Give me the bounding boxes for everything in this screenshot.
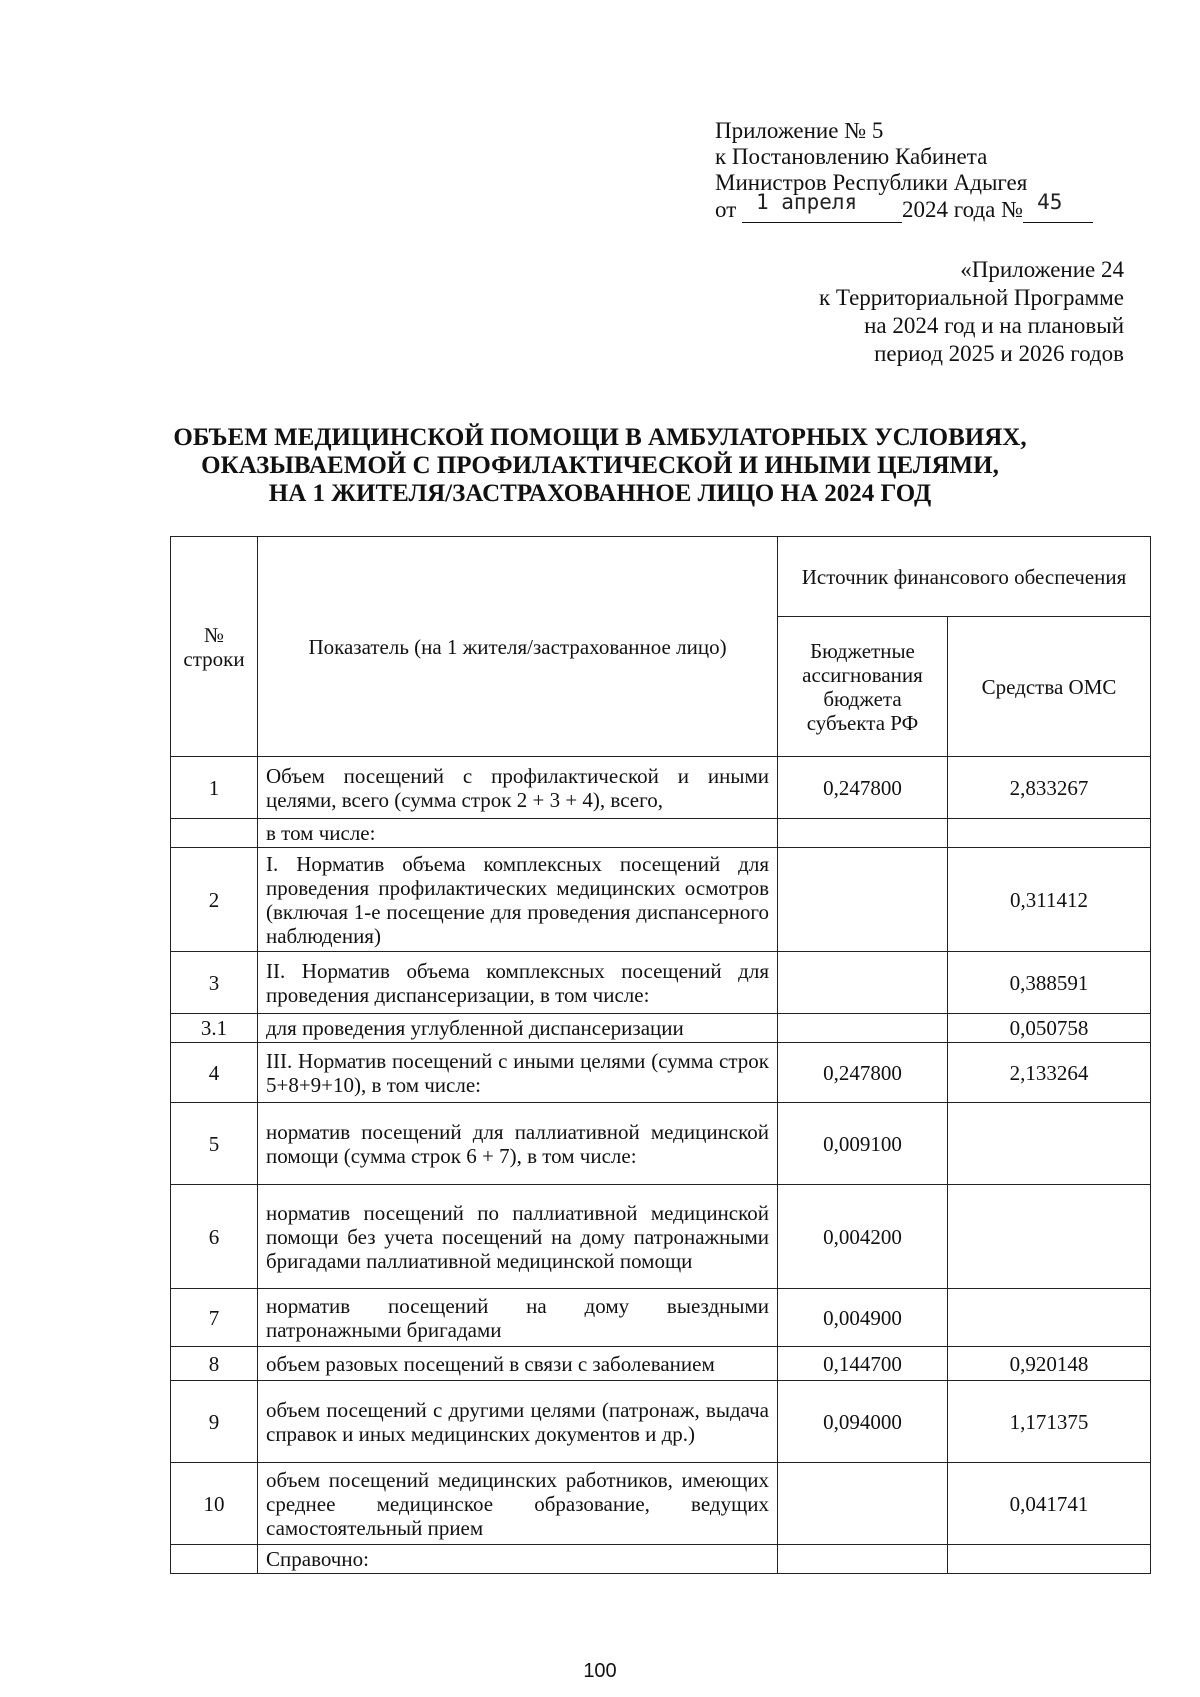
row-budget: 0,004900 (778, 1289, 948, 1347)
row-number: 10 (171, 1463, 258, 1545)
table-row (171, 1463, 1151, 1545)
header-oms: Средства ОМС (948, 617, 1151, 757)
row-budget (778, 1014, 948, 1043)
table-row (171, 757, 1151, 819)
row-budget (778, 1545, 948, 1574)
row-oms (948, 1185, 1151, 1289)
header-indicator: Показатель (на 1 жителя/застрахованное лицо) (258, 537, 778, 757)
row-budget: 0,004200 (778, 1185, 948, 1289)
table-row (171, 1347, 1151, 1381)
row-number: 6 (171, 1185, 258, 1289)
row-indicator: Объем посещений с профилактической и иными целями, всего (сумма строк 2 + 3 + 4), всего, (258, 757, 778, 819)
row-number (171, 819, 258, 848)
row-number: 5 (171, 1103, 258, 1185)
row-indicator: норматив посещений на дому выездными патронажными бригадами (258, 1289, 778, 1347)
appendix-line-3: Министров Республики Адыгея (715, 170, 1028, 195)
appendix-block (715, 118, 1135, 223)
row-indicator: норматив посещений для паллиативной медицинской помощи (сумма строк 6 + 7), в том числе: (258, 1103, 778, 1185)
row-budget: 0,009100 (778, 1103, 948, 1185)
row-oms: 2,133264 (948, 1043, 1151, 1103)
row-oms (948, 1103, 1151, 1185)
row-budget: 0,094000 (778, 1381, 948, 1463)
row-indicator: для проведения углубленной диспансеризации (258, 1014, 778, 1043)
header-row-number: № строки (171, 537, 258, 757)
row-oms: 0,041741 (948, 1463, 1151, 1545)
program-line-1: «Приложение 24 (960, 257, 1124, 282)
table-row (171, 848, 1151, 952)
row-indicator: II. Норматив объема комплексных посещений для проведения диспансеризации, в том числе: (258, 952, 778, 1014)
row-oms: 0,050758 (948, 1014, 1151, 1043)
table-row (171, 1185, 1151, 1289)
row-oms: 0,920148 (948, 1347, 1151, 1381)
row-budget (778, 819, 948, 848)
table-row (171, 819, 1151, 848)
row-oms: 1,171375 (948, 1381, 1151, 1463)
title-line-1: ОБЪЕМ МЕДИЦИНСКОЙ ПОМОЩИ В АМБУЛАТОРНЫХ УСЛОВИЯХ, (173, 424, 1027, 451)
volume-table (170, 536, 1151, 1574)
row-oms: 2,833267 (948, 757, 1151, 819)
row-indicator: объем посещений медицинских работников, имеющих среднее медицинское образование, ведущих самостоятельный прием (258, 1463, 778, 1545)
header-budget: Бюджетные ассигнования бюджета субъекта РФ (778, 617, 948, 757)
row-number: 8 (171, 1347, 258, 1381)
row-oms (948, 1545, 1151, 1574)
program-reference (819, 256, 1124, 368)
table-row (171, 1043, 1151, 1103)
appendix-line-2: к Постановлению Кабинета (715, 144, 988, 169)
row-budget (778, 848, 948, 952)
program-line-3: на 2024 год и на плановый (864, 313, 1124, 338)
table-row (171, 952, 1151, 1014)
row-number: 3 (171, 952, 258, 1014)
row-indicator: объем посещений с другими целями (патронаж, выдача справок и иных медицинских документов и др.) (258, 1381, 778, 1463)
table-row (171, 1103, 1151, 1185)
row-budget: 0,144700 (778, 1347, 948, 1381)
table-row (171, 1545, 1151, 1574)
row-indicator: в том числе: (258, 819, 778, 848)
appendix-date-line (715, 190, 1135, 223)
program-line-2: к Территориальной Программе (819, 285, 1124, 310)
number-fill-line (1023, 190, 1093, 223)
table-row (171, 1289, 1151, 1347)
row-number (171, 1545, 258, 1574)
row-number: 3.1 (171, 1014, 258, 1043)
title-line-2: ОКАЗЫВАЕМОЙ С ПРОФИЛАКТИЧЕСКОЙ И ИНЫМИ ЦЕЛЯМИ, (201, 452, 999, 479)
row-oms: 0,388591 (948, 952, 1151, 1014)
row-indicator: норматив посещений по паллиативной медицинской помощи без учета посещений на дому патронажными бригадами паллиативной медицинской помощи (258, 1185, 778, 1289)
year-text: 2024 года № (902, 197, 1024, 222)
row-indicator: Справочно: (258, 1545, 778, 1574)
header-row-1 (171, 537, 1151, 617)
row-number: 7 (171, 1289, 258, 1347)
date-fill-line (742, 190, 902, 223)
date-prefix: от (715, 197, 737, 222)
row-budget: 0,247800 (778, 757, 948, 819)
row-number: 2 (171, 848, 258, 952)
title-line-3: НА 1 ЖИТЕЛЯ/ЗАСТРАХОВАННОЕ ЛИЦО НА 2024 ГОД (268, 480, 932, 507)
row-oms (948, 819, 1151, 848)
row-indicator: I. Норматив объема комплексных посещений для проведения профилактических медицинских осмотров (включая 1-е посещение для проведения диспансерного наблюдения) (258, 848, 778, 952)
appendix-line-1: Приложение № 5 (715, 118, 884, 143)
table-row (171, 1381, 1151, 1463)
header-source: Источник финансового обеспечения (778, 537, 1151, 617)
row-indicator: объем разовых посещений в связи с заболеванием (258, 1347, 778, 1381)
row-budget (778, 1463, 948, 1545)
document-title (0, 424, 1200, 508)
number-handwritten: 45 (1037, 190, 1063, 214)
row-indicator: III. Норматив посещений с иными целями (сумма строк 5+8+9+10), в том числе: (258, 1043, 778, 1103)
row-budget: 0,247800 (778, 1043, 948, 1103)
table-row (171, 1014, 1151, 1043)
row-oms: 0,311412 (948, 848, 1151, 952)
row-number: 4 (171, 1043, 258, 1103)
row-number: 9 (171, 1381, 258, 1463)
date-handwritten: 1 апреля (756, 190, 858, 214)
row-oms (948, 1289, 1151, 1347)
page-number: 100 (583, 1660, 617, 1682)
row-number: 1 (171, 757, 258, 819)
program-line-4: период 2025 и 2026 годов (874, 341, 1124, 366)
row-budget (778, 952, 948, 1014)
